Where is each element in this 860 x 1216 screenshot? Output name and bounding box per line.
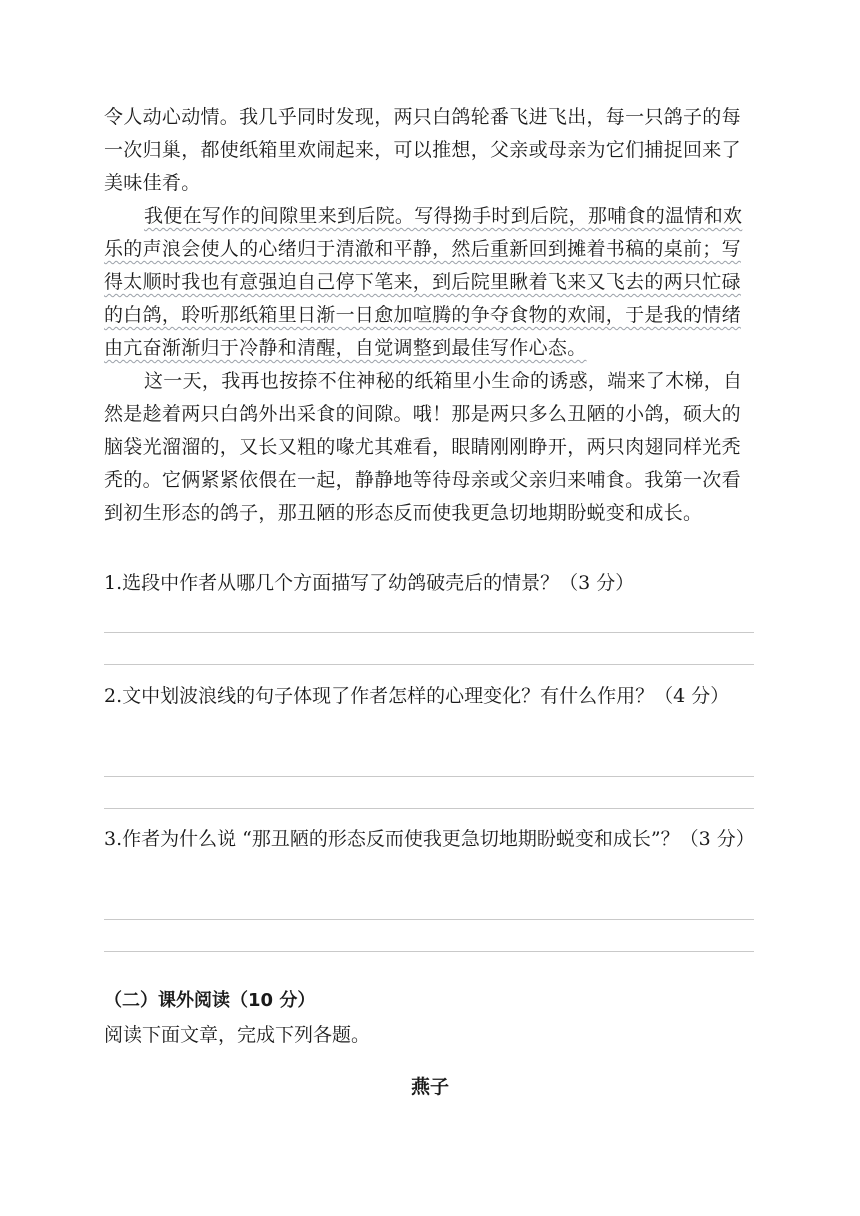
answer-line[interactable] — [104, 919, 754, 920]
question-1: 1.选段中作者从哪几个方面描写了幼鸽破壳后的情景？（3 分） — [104, 572, 635, 594]
answer-line[interactable] — [104, 808, 754, 809]
answer-line[interactable] — [104, 632, 754, 633]
answer-line[interactable] — [104, 951, 754, 952]
passage-paragraph-3: 这一天，我再也按捺不住神秘的纸箱里小生命的诱惑，端来了木梯，自然是趁着两只白鸽外出采食的间隙。哦！那是两只多么丑陋的小鸽，硕大的脑袋光溜溜的，又长又粗的喙尤其难看，眼睛刚刚睁开，两只肉翅同样光秃秃的。它俩紧紧依偎在一起，静静地等待母亲或父亲归来哺食。我第一次看到初生形态的鸽子，那丑陋的形态反而使我更急切地期盼蜕变和成长。 — [104, 370, 743, 524]
question-3: 3.作者为什么说 “那丑陋的形态反而使我更急切地期盼蜕变和成长”？（3 分） — [104, 828, 755, 850]
answer-line[interactable] — [104, 776, 754, 777]
article-title: 燕子 — [410, 1076, 449, 1098]
answer-line[interactable] — [104, 664, 754, 665]
question-2: 2.文中划波浪线的句子体现了作者怎样的心理变化？有什么作用？（4 分） — [104, 685, 730, 707]
section-heading: （二）课外阅读（10 分） — [104, 990, 316, 1011]
reading-instruction: 阅读下面文章，完成下列各题。 — [104, 1024, 371, 1046]
passage-paragraph-2-wavy-underlined: 我便在写作的间隙里来到后院。写得拗手时到后院，那哺食的温情和欢乐的声浪会使人的心绪归于清澈和平静，然后重新回到摊着书稿的桌前；写得太顺时我也有意强迫自己停下笔来，到后院里瞅着飞来又飞去的两只忙碌的白鸽，聆听那纸箱里日渐一日愈加喧腾的争夺食物的欢闹，于是我的情绪由亢奋渐渐归于冷静和清醒，自觉调整到最佳写作心态。 — [104, 205, 743, 359]
passage-paragraph-1: 令人动心动情。我几乎同时发现，两只白鸽轮番飞进飞出，每一只鸽子的每一次归巢，都使纸箱里欢闹起来，可以推想，父亲或母亲为它们捕捉回来了美味佳肴。 — [104, 106, 741, 194]
